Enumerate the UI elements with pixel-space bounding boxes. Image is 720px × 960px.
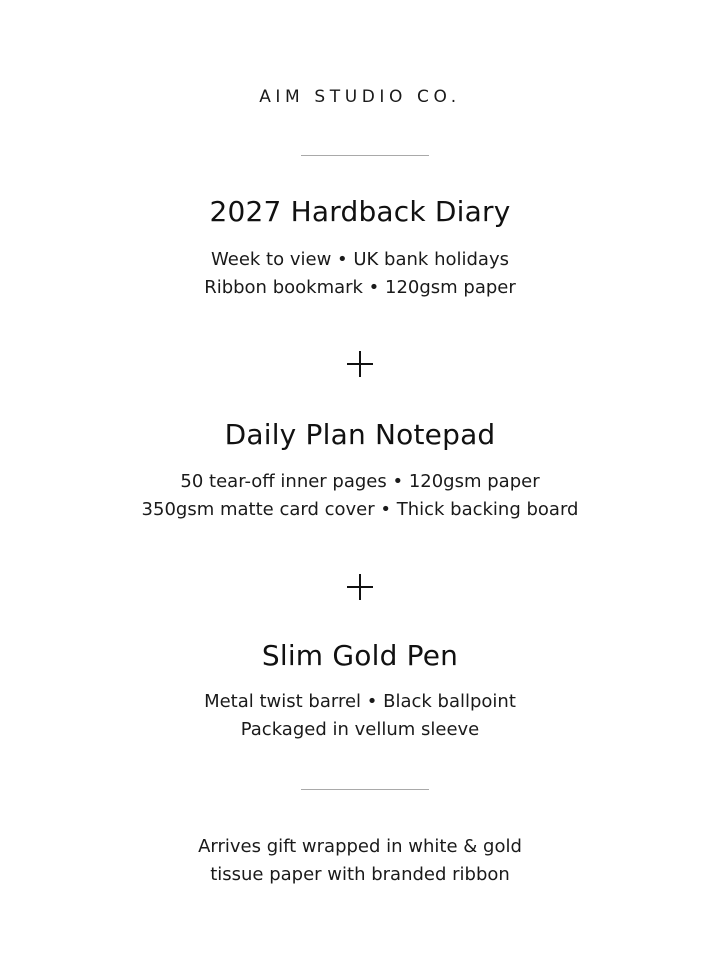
bottom-divider [301, 789, 429, 790]
brand-name: AIM STUDIO CO. [259, 87, 461, 107]
gift-wrap-note-line: tissue paper with branded ribbon [210, 864, 510, 885]
product-detail-line: 350gsm matte card cover • Thick backing board [141, 499, 579, 520]
product-detail-line: Packaged in vellum sleeve [240, 719, 480, 740]
plus-icon [347, 351, 373, 377]
product-title-pen: Slim Gold Pen [261, 639, 459, 672]
product-title-notepad: Daily Plan Notepad [224, 418, 496, 451]
product-detail-line: Week to view • UK bank holidays [211, 249, 509, 270]
product-detail-line: Ribbon bookmark • 120gsm paper [204, 277, 516, 298]
gift-wrap-note-line: Arrives gift wrapped in white & gold [198, 836, 522, 857]
top-divider [301, 155, 429, 156]
product-detail-line: Metal twist barrel • Black ballpoint [204, 691, 516, 712]
product-title-diary: 2027 Hardback Diary [209, 195, 511, 228]
plus-icon [347, 574, 373, 600]
product-detail-line: 50 tear-off inner pages • 120gsm paper [180, 471, 540, 492]
